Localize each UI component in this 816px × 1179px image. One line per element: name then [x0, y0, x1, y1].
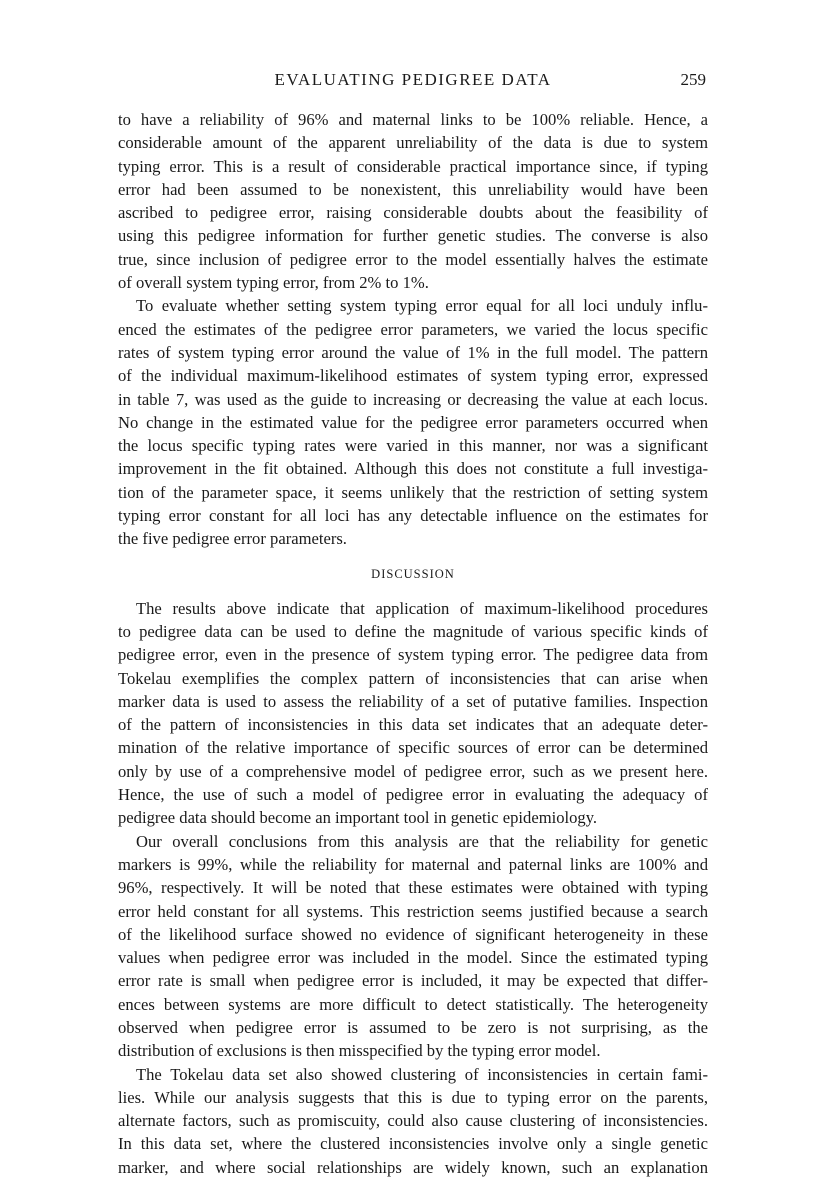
body-text-discussion	[118, 597, 708, 1179]
text-line: error had been assumed to be nonexistent, this unreliability would have been	[118, 179, 708, 199]
text-line: typing error. This is a result of considerable practical importance since, if typing	[118, 156, 708, 176]
text-line: to pedigree data can be used to define the magnitude of various specific kinds of	[118, 621, 708, 641]
text-line: only by use of a comprehensive model of pedigree error, such as we present here.	[118, 761, 708, 781]
text-line: alternate factors, such as promiscuity, could also cause clustering of inconsistencies.	[118, 1111, 708, 1131]
paragraph	[118, 830, 708, 1063]
text-line: tion of the parameter space, it seems unlikely that the restriction of setting system	[118, 482, 708, 502]
text-line: pedigree error, even in the presence of system typing error. The pedigree data from	[118, 645, 708, 665]
text-line: marker, and where social relationships are widely known, such an explanation	[118, 1157, 708, 1177]
text-line: of the individual maximum-likelihood estimates of system typing error, expressed	[118, 366, 708, 386]
text-line: values when pedigree error was included in the model. Since the estimated typing	[118, 948, 708, 968]
text-line: The Tokelau data set also showed clustering of inconsistencies in certain fami-	[136, 1064, 708, 1084]
text-line: ences between systems are more difficult to detect statistically. The heterogeneity	[118, 994, 708, 1014]
text-line: Tokelau exemplifies the complex pattern of inconsistencies that can arise when	[118, 668, 708, 688]
text-line: Hence, the use of such a model of pedigree error in evaluating the adequacy of	[118, 785, 708, 805]
text-line: of overall system typing error, from 2% to 1%.	[118, 273, 429, 293]
text-line: ascribed to pedigree error, raising considerable doubts about the feasibility of	[118, 203, 708, 223]
text-line: the locus specific typing rates were varied in this manner, nor was a significant	[118, 436, 708, 456]
text-line: of the pattern of inconsistencies in this data set indicates that an adequate deter-	[118, 715, 708, 735]
text-line: markers is 99%, while the reliability for maternal and paternal links are 100% and	[118, 854, 708, 874]
text-line: in table 7, was used as the guide to increasing or decreasing the value at each locus.	[118, 389, 708, 409]
page-number: 259	[680, 70, 706, 89]
text-line: observed when pedigree error is assumed to be zero is not surprising, as the	[118, 1017, 708, 1037]
text-line: the five pedigree error parameters.	[118, 529, 347, 549]
running-head	[118, 70, 708, 96]
text-line: 96%, respectively. It will be noted that these estimates were obtained with typing	[118, 878, 708, 898]
text-line: improvement in the fit obtained. Although this does not constitute a full investiga-	[118, 459, 708, 479]
text-line: To evaluate whether setting system typing error equal for all loci unduly influ-	[136, 296, 708, 316]
paragraph	[118, 108, 708, 294]
text-line: of the likelihood surface showed no evidence of significant heterogeneity in these	[118, 924, 708, 944]
running-title: EVALUATING PEDIGREE DATA	[274, 70, 552, 89]
text-line: mination of the relative importance of specific sources of error can be determined	[118, 738, 708, 758]
section-heading: DISCUSSION	[371, 566, 455, 581]
text-line: error held constant for all systems. This restriction seems justified because a search	[118, 901, 708, 921]
text-line: rates of system typing error around the value of 1% in the full model. The pattern	[118, 342, 708, 362]
text-line: lies. While our analysis suggests that this is due to typing error on the parents,	[118, 1087, 708, 1107]
text-line: typing error constant for all loci has any detectable influence on the estimates for	[118, 506, 708, 526]
text-line: pedigree data should become an important tool in genetic epidemiology.	[118, 808, 598, 828]
paragraph	[118, 294, 708, 550]
text-line: marker data is used to assess the reliability of a set of putative families. Inspection	[118, 691, 708, 711]
body-text-top	[118, 108, 708, 551]
paragraph	[118, 1063, 708, 1179]
text-line: Our overall conclusions from this analysis are that the reliability for genetic	[136, 831, 708, 851]
text-line: true, since inclusion of pedigree error to the model essentially halves the estimate	[118, 249, 708, 269]
text-line: No change in the estimated value for the pedigree error parameters occurred when	[118, 412, 708, 432]
paragraph	[118, 597, 708, 830]
text-line: enced the estimates of the pedigree error parameters, we varied the locus specific	[118, 319, 708, 339]
text-line: using this pedigree information for further genetic studies. The converse is also	[118, 226, 708, 246]
journal-page	[118, 70, 708, 1179]
text-line: to have a reliability of 96% and maternal links to be 100% reliable. Hence, a	[118, 110, 708, 129]
text-line: In this data set, where the clustered inconsistencies involve only a single genetic	[118, 1134, 708, 1154]
text-line: considerable amount of the apparent unreliability of the data is due to system	[118, 133, 708, 153]
text-line: error rate is small when pedigree error is included, it may be expected that differ-	[118, 971, 708, 991]
text-line: distribution of exclusions is then misspecified by the typing error model.	[118, 1041, 601, 1061]
text-line: The results above indicate that application of maximum-likelihood procedures	[136, 598, 708, 618]
